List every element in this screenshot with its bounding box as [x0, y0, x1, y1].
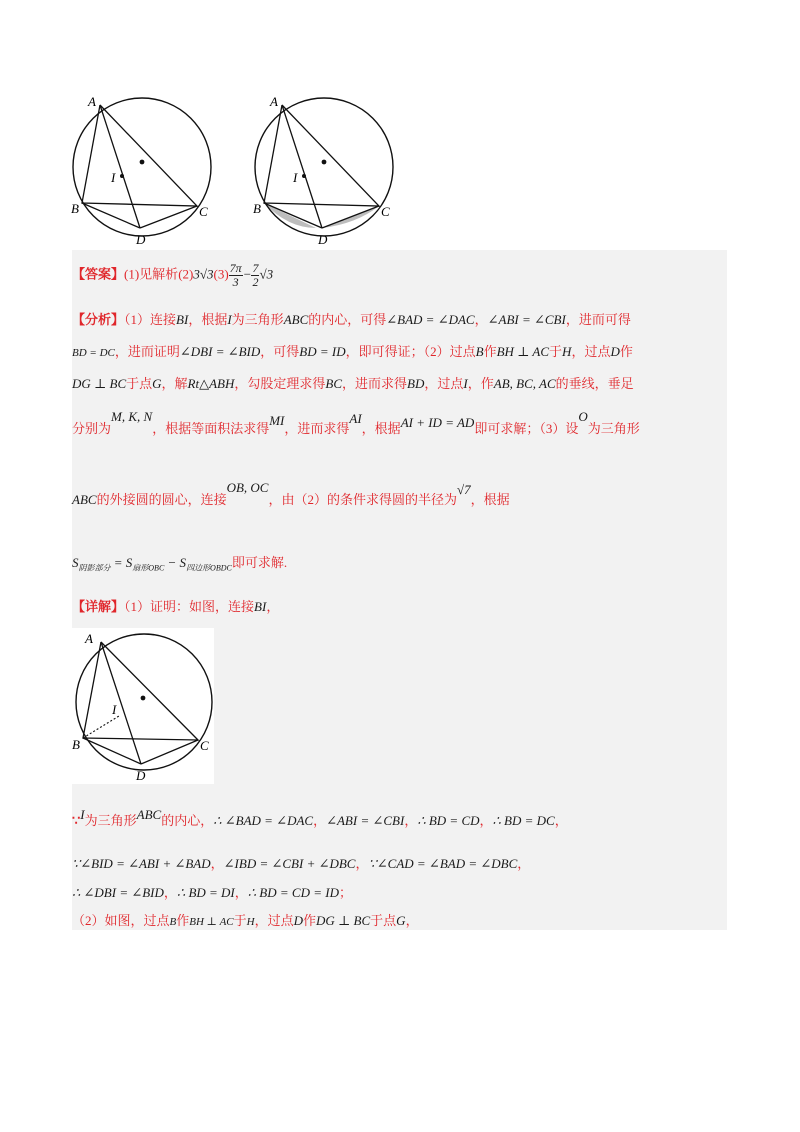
label-C: C	[381, 204, 390, 219]
label-D: D	[318, 232, 328, 247]
answer-tag: 【答案】	[72, 266, 125, 282]
analysis-line-5: ABC的外接圆的圆心，连接OB, OC，由（2）的条件求得圆的半径为√7，根据	[72, 480, 510, 507]
answer-part3-label: (3)	[213, 266, 229, 282]
center-point	[140, 160, 145, 165]
analysis-line-4: 分别为M, K, N，根据等面积法求得MI，进而求得AI，根据AI + ID = AD即可求解；（3）设O为三角形	[72, 409, 640, 436]
label-D: D	[136, 232, 146, 247]
circumcircle	[73, 98, 211, 236]
label-D: D	[136, 768, 146, 783]
segment-BD	[83, 738, 141, 764]
label-I: I	[111, 170, 116, 185]
segment-BI-dashed	[83, 716, 119, 738]
segment-CD	[322, 206, 379, 228]
label-A: A	[270, 94, 278, 109]
answer-part1: (1)见解析	[124, 266, 179, 282]
label-B: B	[253, 201, 261, 216]
geometry-figure-1	[66, 92, 216, 250]
label-B: B	[71, 201, 79, 216]
answer-line	[72, 262, 273, 289]
label-B: B	[72, 737, 80, 752]
detail-line-4: ∴ ∠DBI = ∠BID，∴ BD = DI，∴ BD = CD = ID；	[72, 885, 352, 900]
detail-line-2: ∵I为三角形ABC的内心，∴ ∠BAD = ∠DAC，∠ABI = ∠CBI，∴ BD = CD，∴ BD = DC，	[72, 807, 568, 828]
triangle-ABC	[83, 642, 198, 740]
label-A: A	[85, 631, 93, 646]
analysis-line-1: 【分析】（1）连接BI，根据I为三角形ABC的内心，可得∠BAD = ∠DAC，∠ABI = ∠CBI，进而可得	[72, 312, 631, 327]
segment-AD	[101, 642, 141, 764]
label-C: C	[200, 738, 209, 753]
label-A: A	[88, 94, 96, 109]
label-I: I	[112, 702, 117, 717]
label-I: I	[293, 170, 298, 185]
detail-line-1: 【详解】（1）证明：如图，连接BI，	[72, 599, 280, 614]
incenter-point	[302, 174, 306, 178]
circumcircle	[76, 634, 212, 770]
analysis-tag: 【分析】	[72, 312, 125, 327]
circumcircle	[255, 98, 393, 236]
answer-part2-value: 3√3	[193, 266, 214, 282]
triangle-ABC	[82, 105, 197, 206]
center-point	[322, 160, 327, 165]
segment-CD	[140, 206, 197, 228]
answer-fraction-1: $\frac{7\pi}{3}$	[229, 261, 242, 289]
triangle-ABC	[264, 105, 379, 206]
detail-line-3: ∵∠BID = ∠ABI + ∠BAD，∠IBD = ∠CBI + ∠DBC，∵∠CAD = ∠BAD = ∠DBC，	[72, 856, 531, 871]
geometry-figure-3	[72, 628, 214, 784]
analysis-line-3: DG ⊥ BC于点G，解Rt△ABH，勾股定理求得BC，进而求得BD，过点I，作AB, BC, AC的垂线，垂足	[72, 376, 634, 391]
segment-BD	[82, 203, 140, 228]
detail-tag: 【详解】	[72, 599, 125, 614]
center-point	[141, 696, 146, 701]
answer-sqrt: √3	[259, 266, 274, 282]
segment-AD	[282, 105, 322, 228]
geometry-figure-2	[248, 92, 398, 250]
answer-part2-label: (2)	[178, 266, 194, 282]
detail-line-5: （2）如图，过点B作BH ⊥ AC于H，过点D作DG ⊥ BC于点G，	[72, 913, 419, 928]
answer-fraction-2: $\frac{7}{2}$	[252, 261, 259, 289]
analysis-line-6: $S_{阴影部分} = S_{扇形OBC} - S_{四边形OBDC}$即可求解.	[72, 555, 288, 573]
incenter-point	[120, 174, 124, 178]
answer-minus: −	[242, 266, 252, 282]
label-C: C	[199, 204, 208, 219]
analysis-line-2: BD = DC，进而证明∠DBI = ∠BID，可得BD = ID，即可得证；（2）过点B作BH ⊥ AC于H，过点D作	[72, 344, 633, 359]
segment-BD	[264, 203, 322, 228]
segment-AD	[100, 105, 140, 228]
